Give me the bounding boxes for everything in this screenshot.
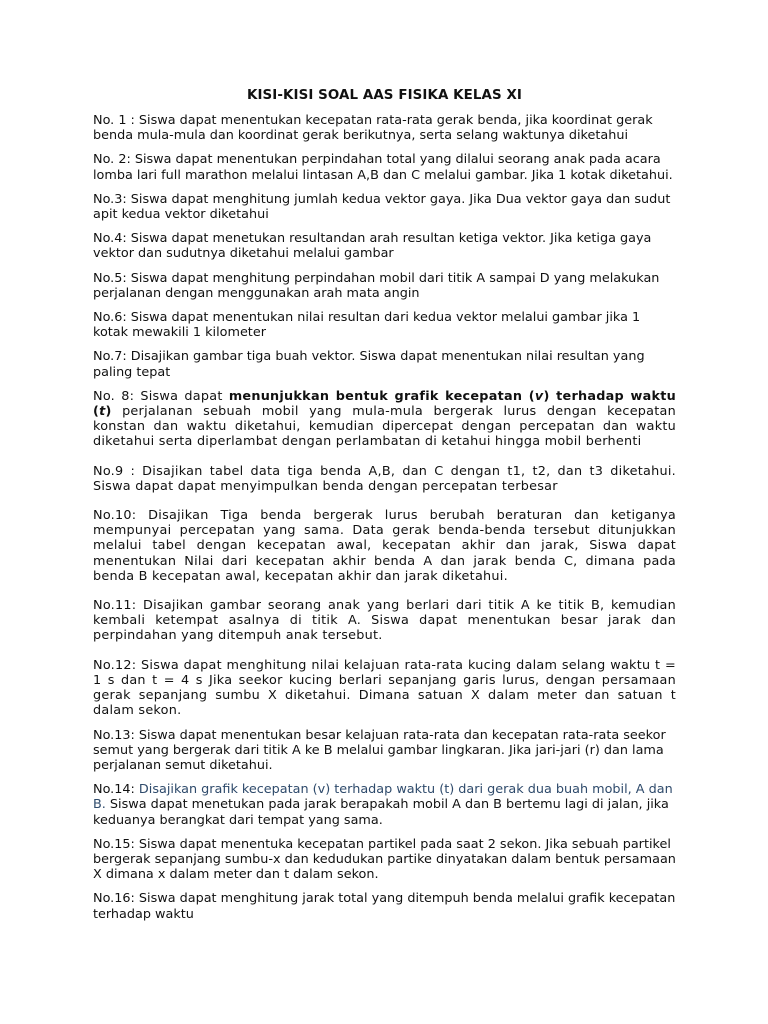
item-14: [93, 782, 676, 828]
item-12: No.12: Siswa dapat menghitung nilai kelajuan rata-rata kucing dalam selang waktu t = 1 s dan t = 4 s Jika seekor kucing berlari sepanjang garis lurus, dengan persamaan gerak sepanjang sumbu X diketahui. Dimana satuan X dalam meter dan satuan t dalam sekon.: [93, 657, 676, 719]
item-15: No.15: Siswa dapat menentuka kecepatan partikel pada saat 2 sekon. Jika sebuah partikel bergerak sepanjang sumbu-x dan kedudukan partike dinyatakan dalam bentuk persamaan X dimana x dalam meter dan t dalam sekon.: [93, 836, 676, 883]
item-6: No.6: Siswa dapat menentukan nilai resultan dari kedua vektor melalui gambar jika 1 kotak mewakili 1 kilometer: [93, 310, 641, 341]
item-10: No.10: Disajikan Tiga benda bergerak lurus berubah beraturan dan ketiganya mempunyai percepatan yang sama. Data gerak benda-benda tersebut ditunjukkan melalui tabel dengan kecepatan awal, kecepatan akhir dan jarak, Siswa dapat menentukan Nilai dari kecepatan akhir benda A dan jarak benda C, dimana pada benda B kecepatan awal, kecepatan akhir dan jarak diketahui.: [93, 508, 676, 584]
item-8-bold-3: ): [105, 404, 112, 420]
item-2: No. 2: Siswa dapat menentukan perpindahan total yang dilalui seorang anak pada acara lomba lari full marathon melalui lintasan A,B dan C melalui gambar. Jika 1 kotak diketahui.: [93, 152, 673, 183]
item-1: No. 1 : Siswa dapat menentukan kecepatan rata-rata gerak benda, jika koordinat gerak benda mula-mula dan koordinat gerak berikutnya, serta selang waktunya diketahui: [93, 113, 653, 144]
item-11: No.11: Disajikan gambar seorang anak yang berlari dari titik A ke titik B, kemudian kembali ketempat asalnya di titik A. Siswa dapat menentukan besar jarak dan perpindahan yang ditempuh anak tersebut.: [93, 598, 676, 644]
item-8-bold-2: ) terhadap waktu (: [93, 388, 676, 420]
item-3: No.3: Siswa dapat menghitung jumlah kedua vektor gaya. Jika Dua vektor gaya dan sudut apit kedua vektor diketahui: [93, 191, 671, 223]
item-8-var-t: t: [99, 404, 106, 420]
item-14-prefix: No.14:: [93, 782, 139, 798]
item-9: No.9 : Disajikan tabel data tiga benda A,B, dan C dengan t1, t2, dan t3 diketahui. Siswa dapat dapat menyimpulkan benda dengan percepatan terbesar: [93, 463, 676, 494]
item-13: No.13: Siswa dapat menentukan besar kelajuan rata-rata dan kecepatan rata-rata seekor semut yang bergerak dari titik A ke B melalui gambar lingkaran. Jika jari-jari (r) dan lama perjalanan semut diketahui.: [93, 727, 666, 773]
item-8-prefix: No. 8: Siswa dapat: [93, 388, 229, 404]
item-7: No.7: Disajikan gambar tiga buah vektor. Siswa dapat menentukan nilai resultan yang paling tepat: [93, 349, 645, 380]
item-14-highlight: Disajikan grafik kecepatan (v) terhadap waktu (t) dari gerak dua buah mobil, A dan B.: [93, 782, 673, 813]
item-8-rest: perjalanan sebuah mobil yang mula-mula bergerak lurus dengan kecepatan konstan dan waktu diketahui, kemudian dipercepat dengan percepatan dan waktu diketahui serta diperlambat dengan perlambatan di ketahui hingga mobil berhenti: [93, 404, 676, 450]
item-16: No.16: Siswa dapat menghitung jarak total yang ditempuh benda melalui grafik kecepatan terhadap waktu: [93, 891, 676, 922]
item-4: No.4: Siswa dapat menetukan resultandan arah resultan ketiga vektor. Jika ketiga gaya vektor dan sudutnya diketahui melalui gambar: [93, 231, 652, 262]
document-title: KISI-KISI SOAL AAS FISIKA KELAS XI: [246, 88, 523, 103]
item-8: [93, 389, 676, 450]
item-8-var-v: v: [534, 388, 544, 404]
item-8-bold-1: menunjukkan bentuk grafik kecepatan (: [228, 388, 535, 404]
item-5: No.5: Siswa dapat menghitung perpindahan mobil dari titik A sampai D yang melakukan perjalanan dengan menggunakan arah mata angin: [93, 270, 660, 301]
item-14-rest: Siswa dapat menetukan pada jarak berapakah mobil A dan B bertemu lagi di jalan, jika keduanya berangkat dari tempat yang sama.: [93, 797, 669, 828]
